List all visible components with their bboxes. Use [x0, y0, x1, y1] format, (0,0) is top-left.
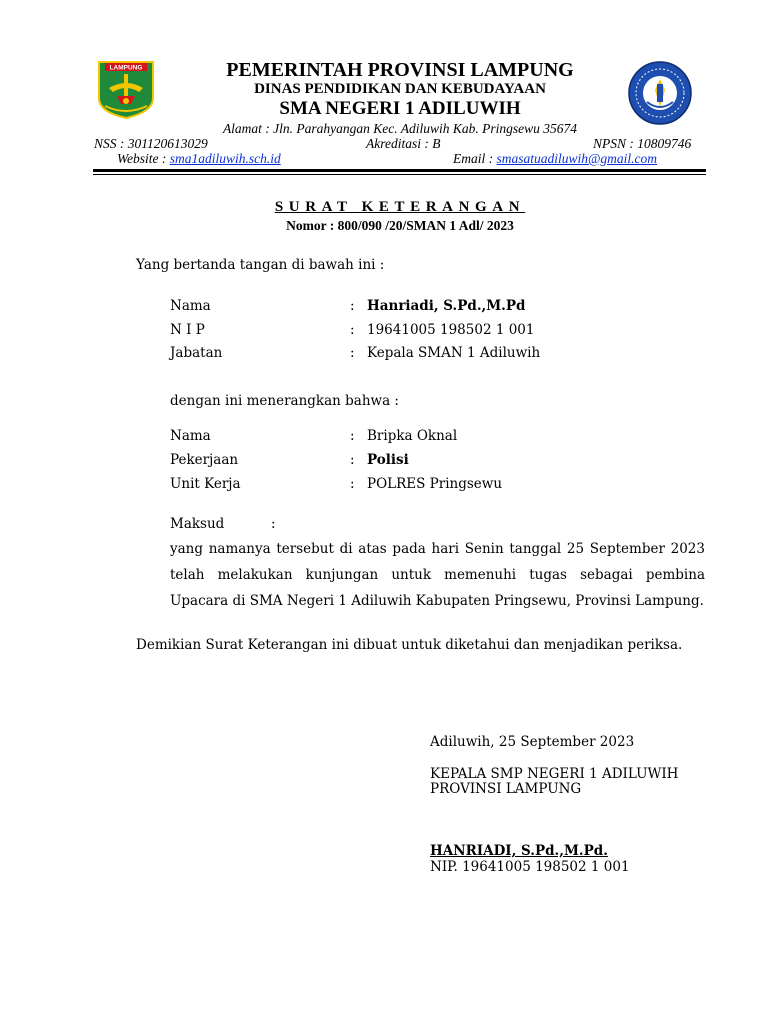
letterhead-government: PEMERINTAH PROVINSI LAMPUNG [226, 59, 574, 81]
document-number: Nomor : 800/090 /20/SMAN 1 Adl/ 2023 [286, 218, 514, 233]
subject-occupation-colon: : [350, 452, 355, 468]
subject-name-value: Bripka Oknal [367, 428, 458, 444]
signature-position-line2: PROVINSI LAMPUNG [430, 781, 582, 797]
website-link[interactable]: sma1adiluwih.sch.id [169, 151, 281, 166]
signer-name-label: Nama [170, 298, 211, 314]
signer-nip-value: 19641005 198502 1 001 [367, 322, 535, 338]
email-link[interactable]: smasatuadiluwih@gmail.com [496, 151, 658, 166]
signature-nip: NIP. 19641005 198502 1 001 [430, 859, 630, 875]
signer-position-label: Jabatan [170, 345, 223, 361]
signer-position-colon: : [350, 345, 355, 361]
signature-place-date: Adiluwih, 25 September 2023 [430, 734, 635, 750]
subject-occupation-value: Polisi [367, 452, 409, 468]
letterhead-npsn: NPSN : 10809746 [593, 136, 692, 151]
signature-name: HANRIADI, S.Pd.,M.Pd. [430, 843, 608, 859]
email-label: Email : [453, 151, 497, 166]
letterhead-akreditasi: Akreditasi : B [366, 136, 441, 151]
subject-unit-value: POLRES Pringsewu [367, 476, 503, 492]
subject-name-colon: : [350, 428, 355, 444]
signer-name-value: Hanriadi, S.Pd.,M.Pd [367, 298, 526, 314]
lampung-logo-text: LAMPUNG [109, 64, 143, 72]
letterhead-email [453, 151, 657, 167]
middle-text: dengan ini menerangkan bahwa : [170, 393, 399, 409]
signer-name-colon: : [350, 298, 355, 314]
website-label: Website : [117, 151, 170, 166]
letterhead-website [117, 151, 281, 167]
letterhead-divider-thick [93, 169, 706, 172]
letterhead-department: DINAS PENDIDIKAN DAN KEBUDAYAAN [254, 81, 546, 97]
subject-unit-colon: : [350, 476, 355, 492]
signer-nip-label: N I P [170, 322, 205, 338]
signer-nip-colon: : [350, 322, 355, 338]
signature-position-line1: KEPALA SMP NEGERI 1 ADILUWIH [430, 766, 679, 782]
subject-unit-label: Unit Kerja [170, 476, 241, 492]
maksud-paragraph: yang namanya tersebut di atas pada hari Senin tanggal 25 September 2023 telah melakukan kunjungan untuk memenuhi tugas sebagai pembina Upacara di SMA Negeri 1 Adiluwih Kabupaten Pringsewu, Provinsi Lampung. [170, 541, 705, 609]
maksud-label: Maksud [170, 516, 225, 532]
closing-text: Demikian Surat Keterangan ini dibuat untuk diketahui dan menjadikan periksa. [136, 637, 683, 653]
letterhead-address: Alamat : Jln. Parahyangan Kec. Adiluwih Kab. Pringsewu 35674 [222, 121, 578, 136]
subject-name-label: Nama [170, 428, 211, 444]
letterhead-school-name: SMA NEGERI 1 ADILUWIH [279, 98, 521, 119]
letterhead-divider-thin [93, 174, 706, 175]
subject-occupation-label: Pekerjaan [170, 452, 239, 468]
document-title: SURAT KETERANGAN [274, 199, 526, 215]
signer-position-value: Kepala SMAN 1 Adiluwih [367, 345, 541, 361]
intro-text: Yang bertanda tangan di bawah ini : [136, 257, 385, 273]
maksud-colon: : [271, 516, 276, 532]
letterhead-nss: NSS : 301120613029 [94, 136, 208, 151]
